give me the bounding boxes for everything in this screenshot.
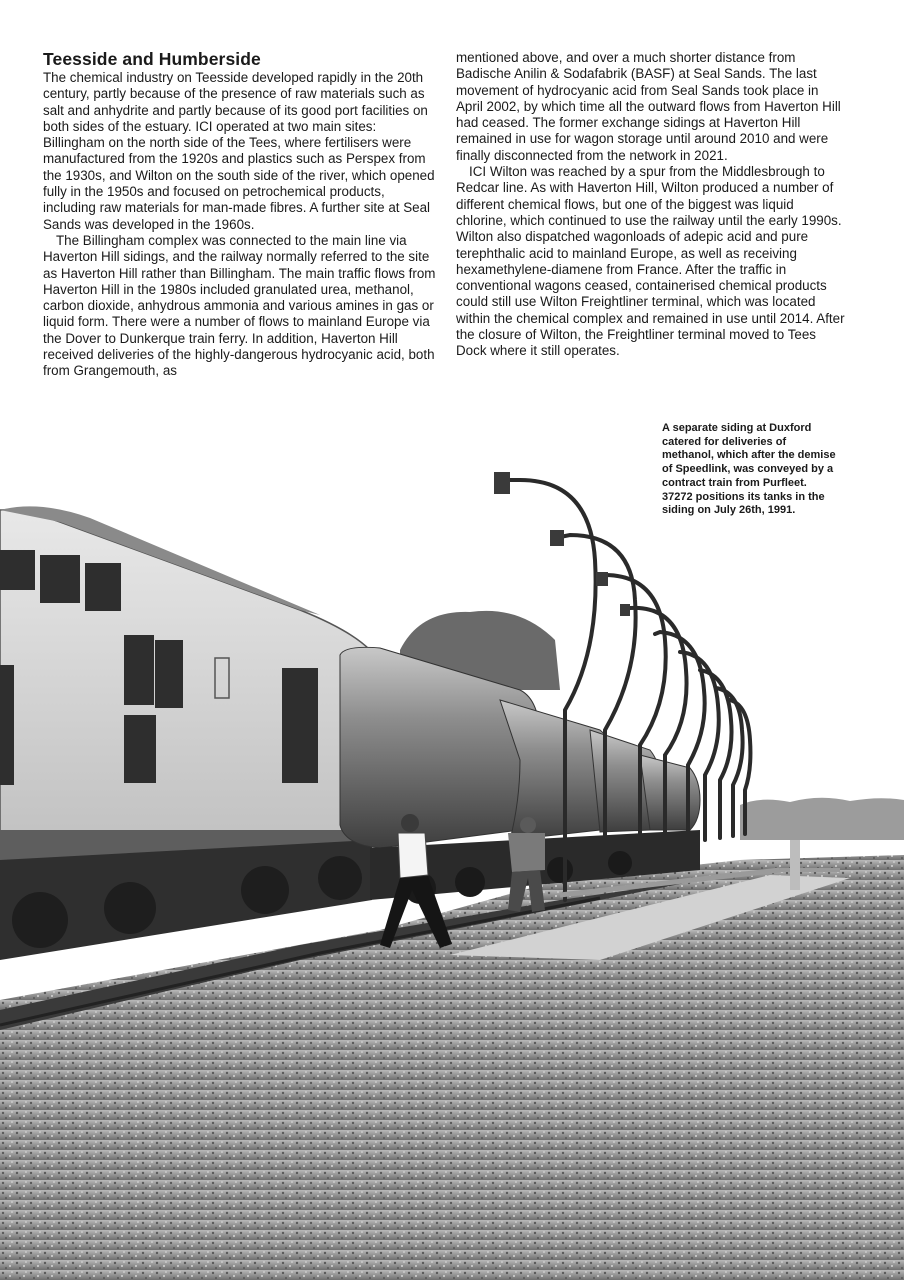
- article-paragraph-3: mentioned above, and over a much shorter distance from Badische Anilin & Sodafabrik (BASF) at Seal Sands. The last movement of hydrocyanic acid from Seal Sands took place in April 2002, by which time all the outward flows from Haverton Hill had ceased. The former exchange sidings at Haverton Hill remained in use for wagon storage until around 2010 and were finally disconnected from the network in 2021.: [456, 50, 841, 163]
- article-heading: Teesside and Humberside: [43, 49, 261, 69]
- article-right-column: [456, 50, 848, 360]
- article-paragraph-4: ICI Wilton was reached by a spur from the Middlesbrough to Redcar line. As with Haverton Hill, Wilton produced a number of different chemical flows, but one of the biggest was liquid chlorine, which continued to use the railway until the early 1990s. Wilton also dispatched wagonloads of adepic acid and pure terephthalic acid to mainland Europe, as well as receiving hexamethylene-diamene from France. After the traffic in conventional wagons ceased, containerised chemical products could still use Wilton Freightliner terminal, which was located within the chemical complex and remained in use until 2014. After the closure of Wilton, the Freightliner terminal moved to Tees Dock where it still operates.: [456, 164, 845, 359]
- photo-caption: A separate siding at Duxford catered for deliveries of methanol, which after the demise of Speedlink, was conveyed by a contract train from Purfleet. 37272 positions its tanks in the siding on July 26th, 1991.: [662, 422, 836, 517]
- article-paragraph-2: The Billingham complex was connected to the main line via Haverton Hill sidings, and the railway normally referred to the site as Haverton Hill rather than Billingham. The main traffic flows from Haverton Hill in the 1980s included granulated urea, methanol, carbon dioxide, anhydrous ammonia and various amines in gas or liquid form. There were a number of flows to mainland Europe via the Dover to Dunkerque train ferry. In addition, Haverton Hill received deliveries of the highly-dangerous hydrocyanic acid, both from Grangemouth, as: [43, 232, 436, 379]
- article-paragraph-1: The chemical industry on Teesside developed rapidly in the 20th century, partly because of the presence of raw materials such as salt and anhydrite and partly because of its good port facilities on both sides of the estuary. ICI operated at two main sites: Billingham on the north side of the Tees, where fertilisers were manufactured from the 1920s and plastics such as Perspex from the 1930s, and Wilton on the south side of the river, which opened fully in the 1950s and focused on petrochemical products, including raw materials for man-made fibres. A further site at Seal Sands was developed in the 1960s.: [43, 70, 435, 232]
- railway-photograph: [0, 400, 904, 1280]
- article-left-column: [43, 50, 439, 380]
